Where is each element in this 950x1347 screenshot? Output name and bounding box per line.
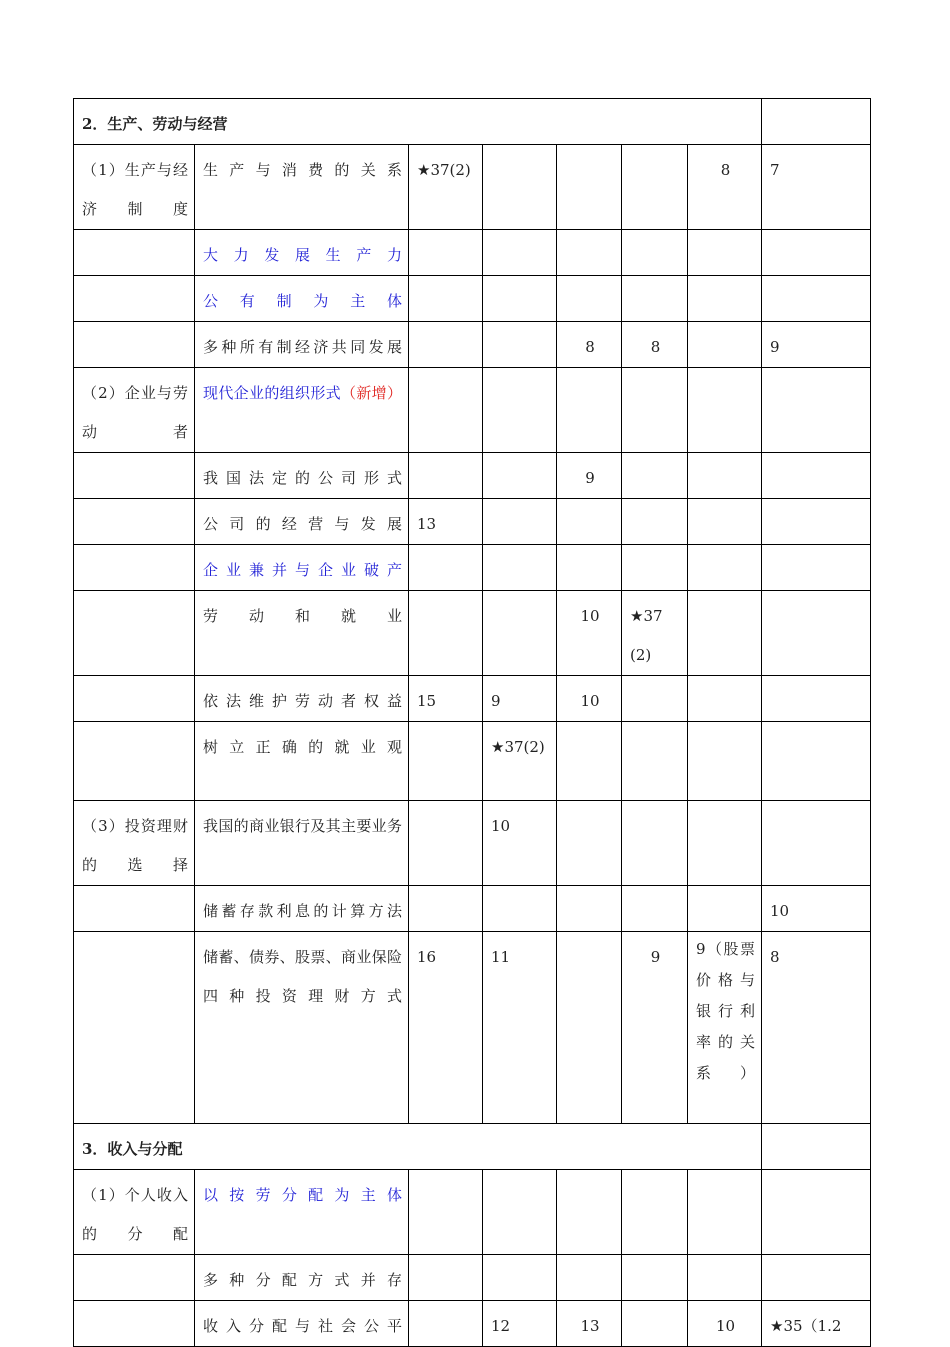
topic-label: 储蓄、债券、股票、商业保险四种投资理财方式 [203,948,402,1005]
table-row [74,591,871,676]
table-row [74,886,871,932]
value-cell [409,1170,483,1255]
value-cell: 9 [762,322,871,368]
value-cell [622,1170,688,1255]
value-cell: ★35（1.2 [762,1301,871,1347]
value-cell [762,230,871,276]
table-row [74,932,871,1124]
value-cell [557,499,622,545]
value-cell [483,145,557,230]
table-row [74,230,871,276]
topic-label: 大力发展生产力 [203,246,402,264]
category-cell [74,545,195,591]
value-cell [557,145,622,230]
value-cell [409,230,483,276]
section-title: 3．收入与分配 [74,1124,762,1170]
value-cell: ★37(2) [483,722,557,801]
value-cell: 8 [762,932,871,1124]
table-row [74,1170,871,1255]
topic-label: 多种分配方式并存 [203,1271,402,1289]
value-cell [622,801,688,886]
value-cell: 9 [622,932,688,1124]
value-cell [688,801,762,886]
table-body [74,99,871,1347]
value-cell [557,886,622,932]
topic-cell [195,1255,409,1301]
value-cell [688,1170,762,1255]
value-cell [409,591,483,676]
section-title: 2．生产、劳动与经营 [74,99,762,145]
value-cell [622,453,688,499]
value-cell [409,453,483,499]
value-cell [409,545,483,591]
topic-cell [195,453,409,499]
value-cell [688,722,762,801]
category-cell [74,453,195,499]
topic-cell [195,368,409,453]
value-cell [688,368,762,453]
value-cell [622,368,688,453]
value-cell [762,676,871,722]
value-cell [557,230,622,276]
topic-label: 我国的商业银行及其主要业务 [203,817,402,835]
value-cell: 10 [688,1301,762,1347]
value-cell [622,545,688,591]
value-cell [557,1255,622,1301]
value-cell [483,1255,557,1301]
topic-cell [195,801,409,886]
value-cell: 10 [557,676,622,722]
value-cell [762,722,871,801]
topic-cell [195,886,409,932]
value-cell [557,932,622,1124]
category-cell [74,722,195,801]
topic-label: 多种所有制经济共同发展 [203,338,402,356]
value-cell [409,276,483,322]
table-cell [762,99,871,145]
topic-label: 现代企业的组织形式 [203,384,341,402]
topic-cell [195,1170,409,1255]
value-cell [483,276,557,322]
topic-cell [195,545,409,591]
topic-cell [195,276,409,322]
section-header-row [74,99,871,145]
value-cell [622,1255,688,1301]
value-cell: ★37(2) [622,591,688,676]
table-row [74,453,871,499]
value-cell [762,368,871,453]
value-cell [762,545,871,591]
topic-cell [195,230,409,276]
topic-cell [195,322,409,368]
topic-cell [195,676,409,722]
value-cell [622,499,688,545]
value-cell [762,591,871,676]
value-cell [688,322,762,368]
value-cell [483,230,557,276]
value-cell: 8 [557,322,622,368]
value-cell [688,499,762,545]
table-row [74,322,871,368]
value-cell: 15 [409,676,483,722]
value-cell [483,453,557,499]
value-cell [409,368,483,453]
value-cell [557,801,622,886]
value-cell [762,1255,871,1301]
value-cell: 8 [688,145,762,230]
topic-label: 劳动和就业 [203,607,402,625]
value-cell: 9（股票价格与银行利率的关系） [688,932,762,1124]
table-row [74,1301,871,1347]
topic-cell [195,932,409,1124]
topic-label: 依法维护劳动者权益 [203,692,402,710]
topic-cell [195,722,409,801]
table-row [74,545,871,591]
category-cell [74,1255,195,1301]
value-cell [622,145,688,230]
value-cell: 12 [483,1301,557,1347]
topic-label: 树立正确的就业观 [203,738,402,756]
value-cell [688,591,762,676]
value-cell [409,1301,483,1347]
category-cell [74,591,195,676]
value-cell [688,276,762,322]
value-cell [483,886,557,932]
value-cell: 9 [483,676,557,722]
topic-label: 公有制为主体 [203,292,402,310]
category-cell [74,932,195,1124]
category-cell: （3）投资理财的选择 [74,801,195,886]
value-cell: 9 [557,453,622,499]
table-row [74,368,871,453]
value-cell [483,368,557,453]
value-cell [557,722,622,801]
category-cell: （1）生产与经济制度 [74,145,195,230]
value-cell [483,591,557,676]
topic-cell [195,499,409,545]
table-row [74,276,871,322]
table-row [74,722,871,801]
topic-label: 企业兼并与企业破产 [203,561,402,579]
value-cell: 13 [557,1301,622,1347]
topic-label: 以按劳分配为主体 [203,1186,402,1204]
value-cell [688,1255,762,1301]
value-cell [409,322,483,368]
category-cell [74,322,195,368]
value-cell: 7 [762,145,871,230]
topic-label: 储蓄存款利息的计算方法 [203,902,402,920]
value-cell [622,230,688,276]
value-cell [409,801,483,886]
category-cell: （1）个人收入的分配 [74,1170,195,1255]
table-row [74,801,871,886]
value-cell: 13 [409,499,483,545]
table-row [74,145,871,230]
value-cell [622,676,688,722]
value-cell [409,886,483,932]
table-row [74,676,871,722]
section-header-row [74,1124,871,1170]
category-cell [74,676,195,722]
value-cell: 16 [409,932,483,1124]
value-cell [762,276,871,322]
value-cell [762,801,871,886]
value-cell [762,453,871,499]
value-cell [622,276,688,322]
value-cell: 8 [622,322,688,368]
value-cell [622,1301,688,1347]
value-cell: 10 [557,591,622,676]
topic-label: 公司的经营与发展 [203,515,402,533]
value-cell [483,1170,557,1255]
table-row [74,1255,871,1301]
value-cell [557,545,622,591]
value-cell [622,886,688,932]
value-cell [688,886,762,932]
category-cell [74,1301,195,1347]
category-cell [74,886,195,932]
table-cell [762,1124,871,1170]
topic-label: 生产与消费的关系 [203,161,402,179]
value-cell: 10 [483,801,557,886]
value-cell: 10 [762,886,871,932]
value-cell [622,722,688,801]
value-cell [483,545,557,591]
value-cell [483,499,557,545]
value-cell [483,322,557,368]
value-cell [688,230,762,276]
category-cell [74,230,195,276]
value-cell [688,676,762,722]
topic-note: （新增） [340,384,402,402]
value-cell [762,1170,871,1255]
table-row [74,499,871,545]
value-cell [409,722,483,801]
exam-topic-table [73,98,871,1347]
value-cell [762,499,871,545]
topic-cell [195,145,409,230]
category-cell [74,499,195,545]
value-cell [688,545,762,591]
value-cell [557,1170,622,1255]
topic-label: 我国法定的公司形式 [203,469,402,487]
value-cell [688,453,762,499]
category-cell [74,276,195,322]
topic-cell [195,591,409,676]
topic-label: 收入分配与社会公平 [203,1317,402,1335]
topic-cell [195,1301,409,1347]
value-cell [557,276,622,322]
category-cell: （2）企业与劳动者 [74,368,195,453]
value-cell [409,1255,483,1301]
value-cell: ★37(2) [409,145,483,230]
value-cell: 11 [483,932,557,1124]
value-cell [557,368,622,453]
